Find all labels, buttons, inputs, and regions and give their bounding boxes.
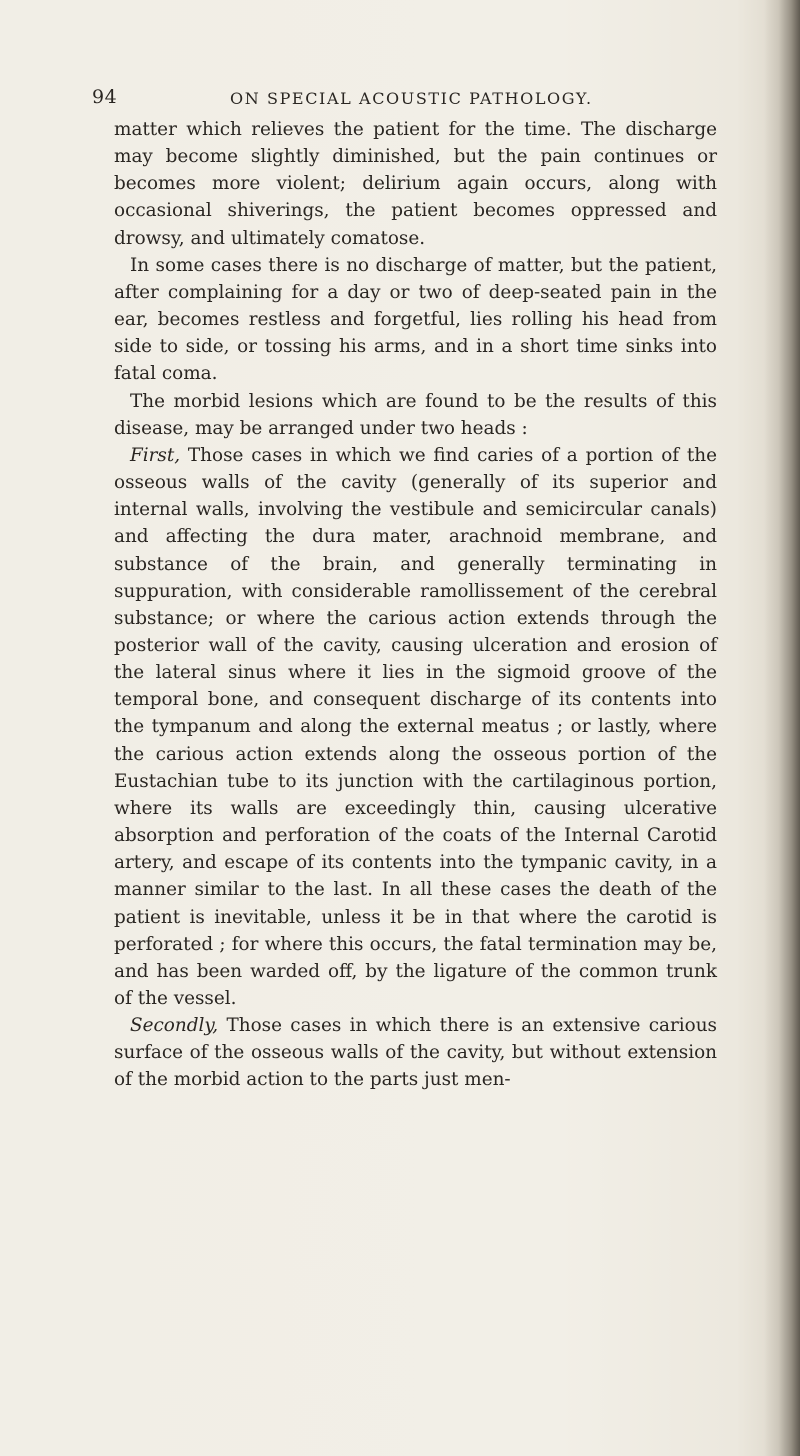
running-title: ON SPECIAL ACOUSTIC PATHOLOGY.	[230, 89, 593, 108]
binding-shadow	[764, 0, 800, 1456]
paragraph-text: Those cases in which there is an extensive carious surface of the osseous walls of the cavity, but without extension of the morbid action to the parts just men-	[114, 1015, 717, 1091]
body-text	[114, 116, 717, 1094]
page-number: 94	[92, 86, 118, 108]
paragraph-first	[114, 442, 717, 1012]
paragraph-morbid-lesions	[114, 388, 717, 442]
paragraph-text: In some cases there is no discharge of matter, but the patient, after complaining for a day or two of deep-seated pain in the ear, becomes restless and forgetful, lies rolling his head from side to side, or tossing his arms, and in a short time sinks into fatal coma.	[114, 254, 717, 385]
paragraph-text: The morbid lesions which are found to be the results of this disease, may be arranged under two heads :	[114, 390, 717, 439]
running-head	[92, 86, 712, 116]
paragraph-symptoms	[114, 116, 717, 252]
paragraph-text: Those cases in which we find caries of a portion of the osseous walls of the cavity (generally of its superior and internal walls, involving the vestibule and semicircular canals) and affecting the dura mater, arachnoid membrane, and substance of the brain, and generally terminating in suppuration, with considerable ramollissement of the cerebral substance; or where the carious action extends through the posterior wall of the cavity, causing ulceration and erosion of the lateral sinus where it lies in the sigmoid groove of the temporal bone, and consequent discharge of its contents into the tympanum and along the external meatus ; or lastly, where the carious action extends along the osseous portion of the Eustachian tube to its junction with the cartilaginous portion, where its walls are exceedingly thin, causing ulcerative absorption and perforation of the coats of the Internal Carotid artery, and escape of its contents into the tympanic cavity, in a manner similar to the last. In all these cases the death of the patient is inevitable, unless it be in that where the carotid is perforated ; for where this occurs, the fatal termination may be, and has been warded off, by the ligature of the common trunk of the vessel.	[114, 444, 717, 1009]
paragraph-no-discharge	[114, 252, 717, 388]
paragraph-lead: First,	[130, 444, 181, 466]
paragraph-lead: Secondly,	[130, 1015, 219, 1037]
paragraph-secondly	[114, 1012, 717, 1093]
paragraph-text: matter which relieves the patient for the time. The discharge may become slightly diminished, but the pain continues or becomes more violent; delirium again occurs, along with occasional shiverings, the patient becomes oppressed and drowsy, and ultimately comatose.	[114, 119, 717, 249]
